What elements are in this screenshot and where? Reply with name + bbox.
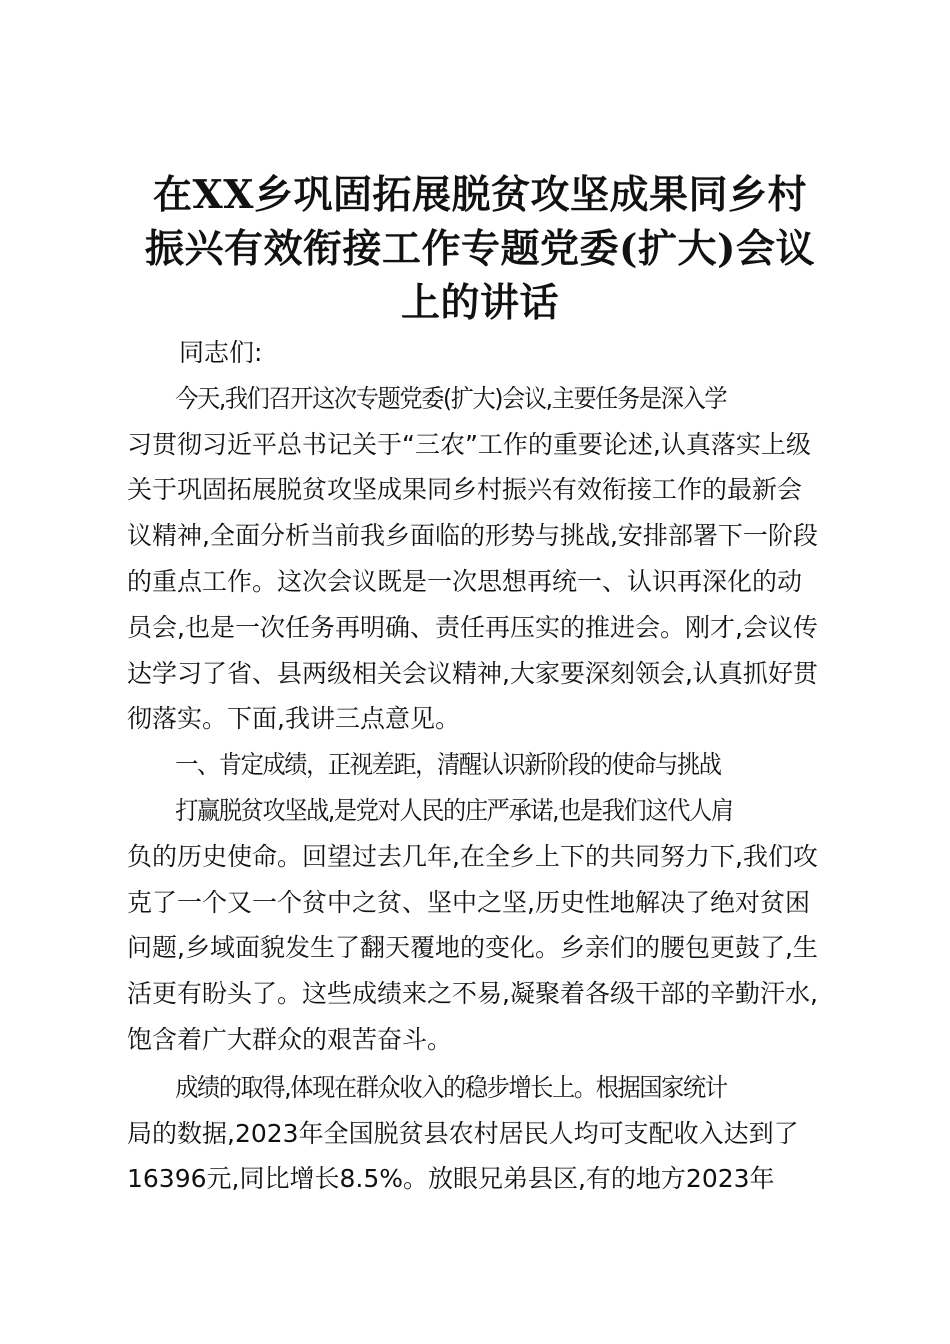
text-line: 局的数据,2023年全国脱贫县农村居民人均可支配收入达到了 <box>127 1118 799 1148</box>
text-line: 彻落实。下面,我讲三点意见。 <box>127 704 460 734</box>
text-line: 成绩的取得,体现在群众收入的稳步增长上。根据国家统计 <box>175 1072 727 1102</box>
section-heading-1: 一、肯定成绩，正视差距，清醒认识新阶段的使命与挑战 <box>175 750 721 780</box>
text-line: 问题,乡域面貌发生了翻天覆地的变化。乡亲们的腰包更鼓了,生 <box>127 933 818 963</box>
document-body <box>127 330 837 1202</box>
title-line-3: 上的讲话 <box>400 280 559 326</box>
text-line: 16396元,同比增长8.5%。放眼兄弟县区,有的地方2023年 <box>127 1164 775 1194</box>
salutation: 同志们: <box>179 338 263 367</box>
title-line-1: 在XX乡巩固拓展脱贫攻坚成果同乡村 <box>152 172 808 218</box>
text-line: 克了一个又一个贫中之贫、坚中之坚,历史性地解决了绝对贫困 <box>127 887 810 917</box>
text-line: 饱含着广大群众的艰苦奋斗。 <box>127 1024 453 1054</box>
paragraph-achievements <box>127 788 837 1063</box>
text-line: 关于巩固拓展脱贫攻坚成果同乡村振兴有效衔接工作的最新会 <box>127 475 803 505</box>
text-line: 习贯彻习近平总书记关于“三农”工作的重要论述,认真落实上级 <box>127 429 811 459</box>
text-line: 的重点工作。这次会议既是一次思想再统一、认识再深化的动 <box>127 566 803 596</box>
text-line: 员会,也是一次任务再明确、责任再压实的推进会。刚才,会议传 <box>127 612 818 642</box>
title-line-2: 振兴有效衔接工作专题党委(扩大)会议 <box>145 226 815 272</box>
paragraph-intro <box>127 376 837 742</box>
text-line: 负的历史使命。回望过去几年,在全乡上下的共同努力下,我们攻 <box>127 841 818 871</box>
document-title <box>120 168 840 330</box>
text-line: 打赢脱贫攻坚战,是党对人民的庄严承诺,也是我们这代人肩 <box>175 795 733 825</box>
text-line: 今天,我们召开这次专题党委(扩大)会议,主要任务是深入学 <box>175 383 727 413</box>
text-line: 议精神,全面分析当前我乡面临的形势与挑战,安排部署下一阶段 <box>127 521 818 551</box>
paragraph-income <box>127 1065 837 1202</box>
text-line: 活更有盼头了。这些成绩来之不易,凝聚着各级干部的辛勤汗水, <box>127 979 818 1009</box>
text-line: 达学习了省、县两级相关会议精神,大家要深刻领会,认真抓好贯 <box>127 658 818 688</box>
